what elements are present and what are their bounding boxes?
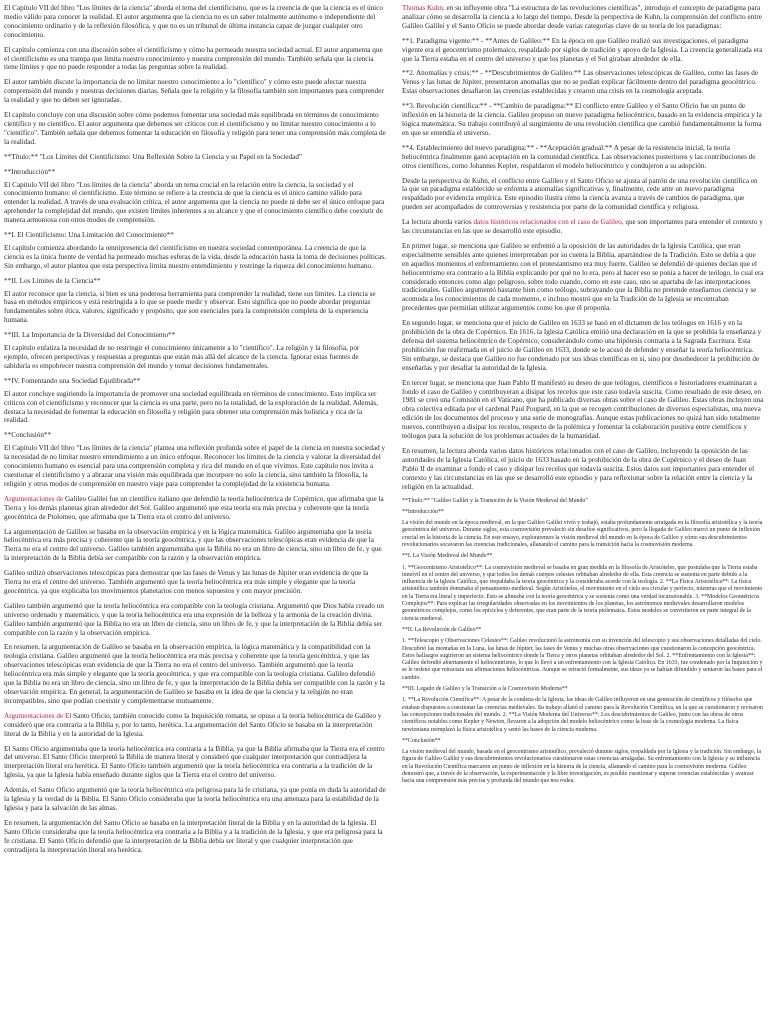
oficio-block: [4, 712, 386, 855]
kuhn-summary: Desde la perspectiva de Kuhn, el conflicto entre Galileo y el Santo Oficio se ajusta al patrón de una revolución científica en la que un paradigma establecido se enfrenta a anomalías significativas y, finalmente, cede ante un nuevo paradigma respaldado por evidencia empírica. Este episodio ilustra cómo la ciencia avanza a través de cambios de paradigma, que pueden ser acompañados de controversias y resistencia por parte de la comunidad científica y religiosa.: [402, 176, 758, 212]
section-text: 1. **Telescopio y Observaciones Celestes**: Galileo revolucionó la astronomía con su invención del telescopio y sus observaciones detalladas del cielo. Descubrió las montañas en la Luna, las lunas de Júpiter, las fases de Venus y muchas otras observaciones que cuestionaron la concepción geocéntrica. Estos hallazgos sugirieron un sistema heliocéntrico donde la Tierra y otros planetas orbitaban alrededor del Sol. 2. **Enfrentamiento con la Iglesia**: Galileo defendió abiertamente el heliocentrismo, lo que lo llevó a un enfrentamiento con la Iglesia Católica. En 1633, fue condenado por la Inquisición y se le ordenó que retractara sus afirmaciones heliocéntricas. Aunque se retractó formalmente, sus ideas ya se habían difundido y sentaron las bases para el cambio.: [402, 638, 763, 681]
galileo-block: [4, 495, 386, 706]
galileo-paragraph: En resumen, la argumentación de Galileo se basaba en la observación empírica, la lógica matemática y la compatibilidad con la teología cristiana. Galileo argumentó que la teoría heliocéntrica era más precisa y coherente que la teoría geocéntrica, y que las observaciones telescópicas eran evidencia de que la Tierra no era el centro del universo. También argumentó que la teoría heliocéntrica era más simple y elegante que la teoría geocéntrica, y que era compatible con la teología cristiana. Galileo defendió que la Biblia no era un libro de ciencia, sino un libro de fe, y que la interpretación de la Biblia debía ser compatible con la razón y la observación empírica. En general, la argumentación de Galileo se basaba en la idea de que la ciencia y la religión no eran incompatibles, sino que podían coexistir y complementarse mutuamente.: [4, 643, 385, 705]
section-text: El autor concluye sugiriendo la importancia de promover una sociedad equilibrada en términos de conocimiento. Esto implica ser críticos con el cientificismo y reconocer que la ciencia es una parte, pero no la totalidad, de la exploración de la realidad. Además, destaca la necesidad de fomentar la educación en filosofía y religión para obtener una comprensión más holística y rica de la realidad.: [4, 389, 378, 425]
section-heading: **III. La Importancia de la Diversidad del Conocimiento**: [4, 331, 176, 340]
left-column: [4, 4, 386, 1022]
history-intro-text: La lectura aborda varios: [402, 218, 474, 227]
section-heading: **I. La Visión Medieval del Mundo**: [402, 553, 493, 560]
kuhn-item: **1. Paradigma vigente:** - **Antes de Galileo:** En la época en que Galileo realizó sus investigaciones, el paradigma vigente era el geocentrismo ptolemaico, respaldado por siglos de tradición y apoyo de la Iglesia. La creencia generalizada era que la Tierra estaba en el centro del universo y que los planetas y el Sol giraban alrededor de ella.: [402, 36, 763, 63]
intro-paragraph: El autor también discute la importancia de no limitar nuestro conocimiento a lo "científico" y cómo esto puede afectar nuestra comprensión del mundo y nuestras decisiones diarias. Señala que la religión y la filosofía también son importantes para comprender la realidad y que no deben ser ignoradas.: [4, 78, 384, 105]
galileo-paragraph: La argumentación de Galileo se basaba en la observación empírica y en la lógica matemática. Galileo argumentaba que la teoría heliocéntrica era más precisa y coherente que la teoría geocéntrica, y que las observaciones telescópicas eran evidencia de que la Tierra no era el centro del universo. Galileo también argumentaba que la Biblia no era un libro de ciencia, sino un libro de fe, y que la interpretación de la Biblia debía ser compatible con la razón y la observación empírica.: [4, 527, 382, 563]
section-text: La visión del mundo en la época medieval, en la que Galileo Galilei vivió y trabajó, estaba profundamente arraigada en la filosofía aristotélica y la teoría geocéntrica del universo. Durante siglos, esta cosmovisión prevaleció sin desafíos significativos, pero la llegada de Galileo marcó un punto de inflexión crucial en la historia de la ciencia. En este ensayo, exploraremos la visión medieval del mundo en la época de Galileo y cómo sus descubrimientos revolucionarios socavaron las creencias tradicionales, allanando el camino para la transición hacia la cosmovisión moderna.: [402, 520, 763, 548]
galileo-paragraph: Galileo utilizó observaciones telescópicas para demostrar que las fases de Venus y las lunas de Júpiter eran evidencia de que la Tierra no era el centro del universo. También argumentó que la teoría heliocéntrica era más simple y elegante que la teoría geocéntrica, ya que explicaba los movimientos planetarios con menos supuestos y con mayor precisión.: [4, 569, 369, 595]
section-text: 1. **La Revolución Científica**: A pesar de la condena de la Iglesia, las ideas de Galileo influyeron en una generación de científicos y filósofos que estaban dispuestos a cuestionar las creencias medievales. Su trabajo allanó el camino para la Revolución Científica, en la que se cuestionaron y revisaron las concepciones tradicionales del mundo. 2. **La Visión Moderna del Universo**: Los descubrimientos de Galileo, junto con las obras de otros científicos notables como Kepler y Newton, llevaron a la adopción del modelo heliocéntrico como la base de la cosmología moderna. La física newtoniana reemplazó la física aristotélica y sentó las bases de la ciencia moderna.: [402, 697, 763, 733]
kuhn-lead: Thomas Kuhn,: [402, 4, 445, 12]
section-text: El capítulo comienza abordando la omnipresencia del cientificismo en nuestra sociedad contemporánea. La creencia de que la ciencia es la única fuente de verdad ha permeado muchas esferas de la vida, desde la educación hasta la toma de decisiones políticas. Sin embargo, el autor plantea que esta perspectiva limita nuestro entendimiento y restringe la riqueza del conocimiento humano.: [4, 243, 386, 270]
section-text: El Capítulo VII del libro "Los límites de la ciencia" plantea una reflexión profunda sobre el papel de la ciencia en nuestra sociedad y la necesidad de no limitar nuestro entendimiento a un único enfoque. Reconocer los límites de la ciencia y valorar la diversidad del conocimiento humano es esencial para una comprensión completa y rica del mundo en el que vivimos. Este capítulo nos invita a cuestionar el cientificismo y a abrazar una visión más equilibrada que incorpore no solo la ciencia, sino también la filosofía, la religión y otros modos de comprensión en nuestro viaje para comprender la complejidad de la existencia humana.: [4, 444, 386, 488]
section-heading: **Conclusión**: [4, 431, 52, 440]
intro-paragraph: El Capítulo VII del libro "Los límites de la ciencia" aborda el tema del cientificismo, que es la creencia de que la ciencia es el único medio válido para conocer la realidad. El autor argumenta que la ciencia no es un saber totalmente autónomo e independiente del conocimiento ordinario y de la reflexión filosófica, y que no es un tribunal de última instancia capaz de juzgar cualquier otro conocimiento.: [4, 4, 383, 39]
section-text: La visión medieval del mundo, basada en el geocentrismo aristotélico, prevaleció durante siglos, respaldada por la Iglesia y la tradición. Sin embargo, la figura de Galileo Galilei y sus descubrimientos revolucionarios cuestionaron estas creencias arraigadas. Su enfrentamiento con la Iglesia y su influencia en la Revolución Científica marcaron un punto de inflexión en la historia de la ciencia, allanando el camino para la cosmovisión moderna. Galileo demostró que, a través de la observación, la experimentación y la libre investigación, es posible cuestionar y superar creencias establecidas y avanzar hacia una comprensión más precisa y profunda del mundo que nos rodea.: [402, 749, 761, 785]
essay2-title: **Título:** "Galileo Galilei y la Transición de la Visión Medieval del Mundo": [402, 497, 588, 504]
essay-section: [4, 377, 386, 426]
kuhn-item: **2. Anomalías y crisis:** - **Descubrimientos de Galileo:** Las observaciones telescópicas de Galileo, como las fases de Venus y las lunas de Júpiter, presentaron anomalías que no se podían explicar fácilmente dentro del paradigma geocéntrico. Estas observaciones desafiaron las creencias establecidas y crearon una crisis en la cosmología aceptada.: [402, 69, 759, 96]
history-paragraph: En segundo lugar, se menciona que el juicio de Galileo en 1633 se basó en el dictamen de los teólogos en 1616 y en la prohibición de la obra de Copérnico. En 1616, la Iglesia Católica emitió una declaración en la que se prohibía la enseñanza y defensa del sistema heliocéntrico de Copérnico, considerándolo como una hipótesis contraria a la Sagrada Escritura. Esta prohibición fue reafirmada en el juicio de Galileo en 1633, donde se le acusó de defender y enseñar la teoría heliocéntrica. Sin embargo, se destaca que Galileo no fue condenado por sus ideas científicas en sí, sino por desobedecer la prohibición de enseñarlas y por desafiar la autoridad de la Iglesia.: [402, 319, 762, 372]
kuhn-item: **4. Establecimiento del nuevo paradigma:** - **Aceptación gradual:** A pesar de la resistencia inicial, la teoría heliocéntrica finalmente ganó aceptación en la comunidad científica. Las observaciones posteriores y las contribuciones de otros científicos, como Johannes Kepler, respaldaron el modelo heliocéntrico y condujeron a su adopción.: [402, 143, 756, 170]
section-heading: **Introducción**: [402, 508, 444, 515]
section-text: El capítulo enfatiza la necesidad de no restringir el conocimiento únicamente a lo "científico". La religión y la filosofía, por ejemplo, ofrecen perspectivas y respuestas a preguntas que están más allá del alcance de la ciencia. Ignorar estas fuentes de sabiduría es empobrecer nuestra comprensión del mundo y tomar decisiones fundamentales.: [4, 344, 360, 370]
history-paragraph: En resumen, la lectura aborda varios datos históricos relacionados con el caso de Galileo, incluyendo la oposición de las autoridades de la Iglesia Católica, el juicio de 1633 basado en la prohibición de la obra de Copérnico y el deseo de Juan Pablo II de examinar a fondo el caso y disipar los recelos que todavía suscita. Estos datos son importantes para entender el contexto y las circunstancias en las que se desarrolló este episodio y para reflexionar sobre la relación entre la ciencia y la religión en la actualidad.: [402, 446, 755, 491]
kuhn-item: **3. Revolución científica:** - **Cambio de paradigma:** El conflicto entre Galileo y el Santo Oficio fue un punto de inflexión en la historia de la ciencia. Galileo propuso un nuevo paradigma heliocéntrico, basado en la evidencia empírica y la lógica matemática. Su trabajo contribuyó al surgimiento de una revolución científica que cambió fundamentalmente la forma en que se entendía el universo.: [402, 102, 762, 137]
essay-section: [4, 168, 386, 225]
galileo-intro: [4, 495, 386, 522]
section-heading: **Conclusión**: [402, 737, 441, 744]
oficio-paragraph: El Santo Oficio argumentaba que la teoría heliocéntrica era contraria a la Biblia, ya que la Biblia afirmaba que la Tierra era el centro del universo. El Santo Oficio interpretó la Biblia de manera literal y consideró que cualquier interpretación que contradijera la interpretación literal era herética. El Santo Oficio también argumentó que la teoría heliocéntrica era contraria a la tradición de la Iglesia, ya que la Iglesia había enseñado durante siglos que la Tierra era el centro del universo.: [4, 744, 385, 780]
section-heading: **II. Los Límites de la Ciencia**: [4, 276, 101, 285]
oficio-lead: Argumentaciones de El: [4, 711, 72, 720]
history-link: datos históricos relacionados con el caso de Galileo: [473, 218, 622, 227]
intro-block: [4, 4, 386, 147]
oficio-paragraph: En resumen, la argumentación del Santo Oficio se basaba en la interpretación literal de la Biblia y en la autoridad de la Iglesia. El Santo Oficio consideraba que la teoría heliocéntrica era contraria a la Biblia y a la tradición de la Iglesia, y que era peligrosa para la fe cristiana. El Santo Oficio defendió que la interpretación de la Biblia debía ser literal y que cualquier interpretación que contradijera la interpretación literal era herética.: [4, 818, 383, 854]
oficio-intro: [4, 712, 386, 739]
essay-title: **Título:** "Los Límites del Cientificismo: Una Reflexión Sobre la Ciencia y su Papel en la Sociedad": [4, 152, 302, 161]
intro-paragraph: El capítulo concluye con una discusión sobre cómo podemos fomentar una sociedad más equilibrada en términos de conocimiento científico y no científico. El autor argumenta que debemos ser críticos con el cientificismo y no limitar nuestro conocimiento a lo "científico". También señala que debemos fomentar la educación en filosofía y religión para tener una comprensión más completa de la realidad.: [4, 111, 386, 146]
history-intro-text-end: , que son importantes para entender el contexto y las circunstancias en las que se desarrolló este episodio.: [402, 218, 763, 236]
section-heading: **II. La Revolución de Galileo**: [402, 626, 482, 633]
kuhn-intro-text: en su influyente obra "La estructura de las revoluciones científicas", introdujo el concepto de paradigma para analizar cómo se desarrolla la ciencia a lo largo del tiempo. Desde la perspectiva de Kuhn, la comprensión del conflicto entre Galileo Galilei y el Santo Oficio se puede abordar desde varias categorías clave de su teoría de los paradigmas:: [402, 4, 762, 30]
oficio-intro-text: Santo Oficio, también conocido como la Inquisición romana, se opuso a la teoría heliocéntrica de Galileo y consideró que era contraria a la Biblia y, por lo tanto, herética. La argumentación del Santo Oficio se basaba en la interpretación literal de la Biblia y en la autoridad de la Iglesia.: [4, 711, 382, 738]
section-heading: **III. Legado de Galileo y la Transición a la Cosmovisión Moderna**: [402, 686, 568, 693]
section-heading: **Introducción**: [4, 167, 56, 176]
galileo-paragraph: Galileo también argumentó que la teoría heliocéntrica era compatible con la teología cristiana. Argumentó que Dios había creado un universo ordenado y matemático, y que la teoría heliocéntrica era una expresión de la belleza y la armonía de la creación divina. Galileo también argumentó que la Biblia no era un libro de ciencia, sino un libro de fe, y que la interpretación de la Biblia debía ser compatible con la razón y la observación empírica.: [4, 601, 384, 637]
history-block: [402, 218, 764, 491]
history-paragraph: En primer lugar, se menciona que Galileo se enfrentó a la oposición de las autoridades de la Iglesia Católica, que eran especialmente sensibles ante quienes interpretaban por su cuenta la Biblia, apartándose de la Tradición. Esto se debía a que en aquellos momentos el enfrentamiento con el protestantismo era muy fuerte. Galileo se defendió de quienes decían que el heliocentrismo era contrario a la Biblia explicando por qué no lo era, pero al hacer eso se ponía a hacer de teólogo, lo cual era considerado entonces como algo peligroso, sobre todo cuando, como en este caso, uno se apartaba de las interpretaciones tradicionales. Galileo argumentó bastante bien como teólogo, subrayando que la Biblia no pretende enseñarnos ciencia y se acomoda a los conocimientos de cada momento, e incluso mostró que en la Tradición de la Iglesia se encontraban precedentes que permitían utilizar argumentos como los que él proponía.: [402, 241, 764, 313]
section-text: El Capítulo VII del libro "Los límites de la ciencia" aborda un tema crucial en la relación entre la ciencia, la sociedad y el conocimiento humano: el cientificismo. Este término se refiere a la creencia de que la ciencia es el único camino válido para entender la realidad. A través de una evaluación crítica, el autor argumenta que la ciencia no puede ni debe ser el único enfoque para aprehender la complejidad del mundo, que existen límites inherentes a su alcance y que el conocimiento científico debe coexistir de manera armoniosa con otros modos de comprensión.: [4, 180, 385, 225]
section-heading: **IV. Fomentando una Sociedad Equilibrada**: [4, 376, 141, 385]
section-text: El autor reconoce que la ciencia, si bien es una poderosa herramienta para comprender la realidad, tiene sus límites. La ciencia se basa en métodos empíricos y está restringida a lo que se puede medir y observar. Esto significa que no puede abordar preguntas fundamentales sobre ética, valores, significado y propósito, que son esenciales para la comprensión completa de la experiencia humana.: [4, 289, 376, 325]
kuhn-intro: [402, 4, 764, 31]
essay-section: [4, 231, 386, 271]
section-heading: **I. El Cientificismo: Una Limitación del Conocimiento**: [4, 231, 174, 240]
galileo-intro-text: Galileo Galilei fue un científico italiano que defendió la teoría heliocéntrica de Copérnico, que afirmaba que la Tierra y los demás planetas giran alrededor del Sol. Galileo argumentó que esta teoría era más precisa y coherente que la teoría geocéntrica de Ptolomeo, que afirmaba que la Tierra era el centro del universo.: [4, 494, 384, 521]
intro-paragraph: El capítulo comienza con una discusión sobre el cientificismo y cómo ha permeado nuestra sociedad actual. El autor argumenta que el cientificismo es una trampa que limita nuestro conocimiento y nuestra comprensión del mundo. También señala que la ciencia tiene límites y que no puede responder a todas las preguntas sobre la realidad.: [4, 45, 383, 72]
section-text: 1. **Geocentrismo Aristotélico**: La cosmovisión medieval se basaba en gran medida en la filosofía de Aristóteles, que postulaba que la Tierra estaba inmóvil en el centro del universo, y que todos los demás cuerpos celestes orbitaban alrededor de ella. Esta creencia se sustenta en parte debido a la influencia de la Iglesia Católica, que respaldaba la teoría geocéntrica y la consideraba acorde con la teología. 2. **La Física Aristotélica**: La física aristotélica también dominaba el pensamiento medieval. Según Aristóteles, el movimiento en el cielo era circular y perfecto, mientras que el movimiento en la Tierra era lineal y imperfecto. Esto se alineaba con la teoría geocéntrica y se sostenía como una verdad incuestionable. 3. **Modelos Geométricos Complejos**: Para explicar las irregularidades observadas en los movimientos de los planetas, los astrónomos medievales desarrollaron modelos geométricos complejos, como los epiciclos y deferentes, que eran parte de la teoría ptolemaica. Estos modelos se convirtieron en parte integral de la ciencia medieval.: [402, 564, 763, 622]
oficio-paragraph: Además, el Santo Oficio argumentó que la teoría heliocéntrica era peligrosa para la fe cristiana, ya que ponía en duda la autoridad de la Iglesia y la verdad de la Biblia. El Santo Oficio consideraba que la teoría heliocéntrica era una amenaza para la estabilidad de la Iglesia y para la salvación de las almas.: [4, 786, 386, 812]
galileo-lead: Argumentaciones de: [4, 494, 64, 503]
essay-section: [4, 331, 386, 371]
kuhn-block: [402, 4, 764, 212]
essay2-block: [402, 498, 764, 786]
history-paragraph: En tercer lugar, se menciona que Juan Pablo II manifestó su deseo de que teólogos, científicos e historiadores examinaran a fondo el caso de Galileo y contribuyeran a disipar los recelos que este caso todavía suscita. Como resultado de este deseo, en 1981 se creó una Comisión en el Vaticano, que ha publicado diversas obras sobre el caso de Galileo. Estas obras incluyen una obra colectiva editada por el cardenal Paul Poupard, en la que se recogen contribuciones de diversos especialistas, una nueva edición de los documentos del proceso y una serie de monografías. Aunque estas publicaciones no quizá han sido totalmente nuevos, contribuyen a disipar los recelos, respecto de la polémica y fomentar la colaboración positiva entre científicos y teólogos para la solución de los problemas actuales de la humanidad.: [402, 378, 764, 441]
essay-section: [4, 431, 386, 488]
essay-section: [4, 277, 386, 326]
right-column: [402, 4, 764, 1022]
history-intro: [402, 218, 764, 236]
